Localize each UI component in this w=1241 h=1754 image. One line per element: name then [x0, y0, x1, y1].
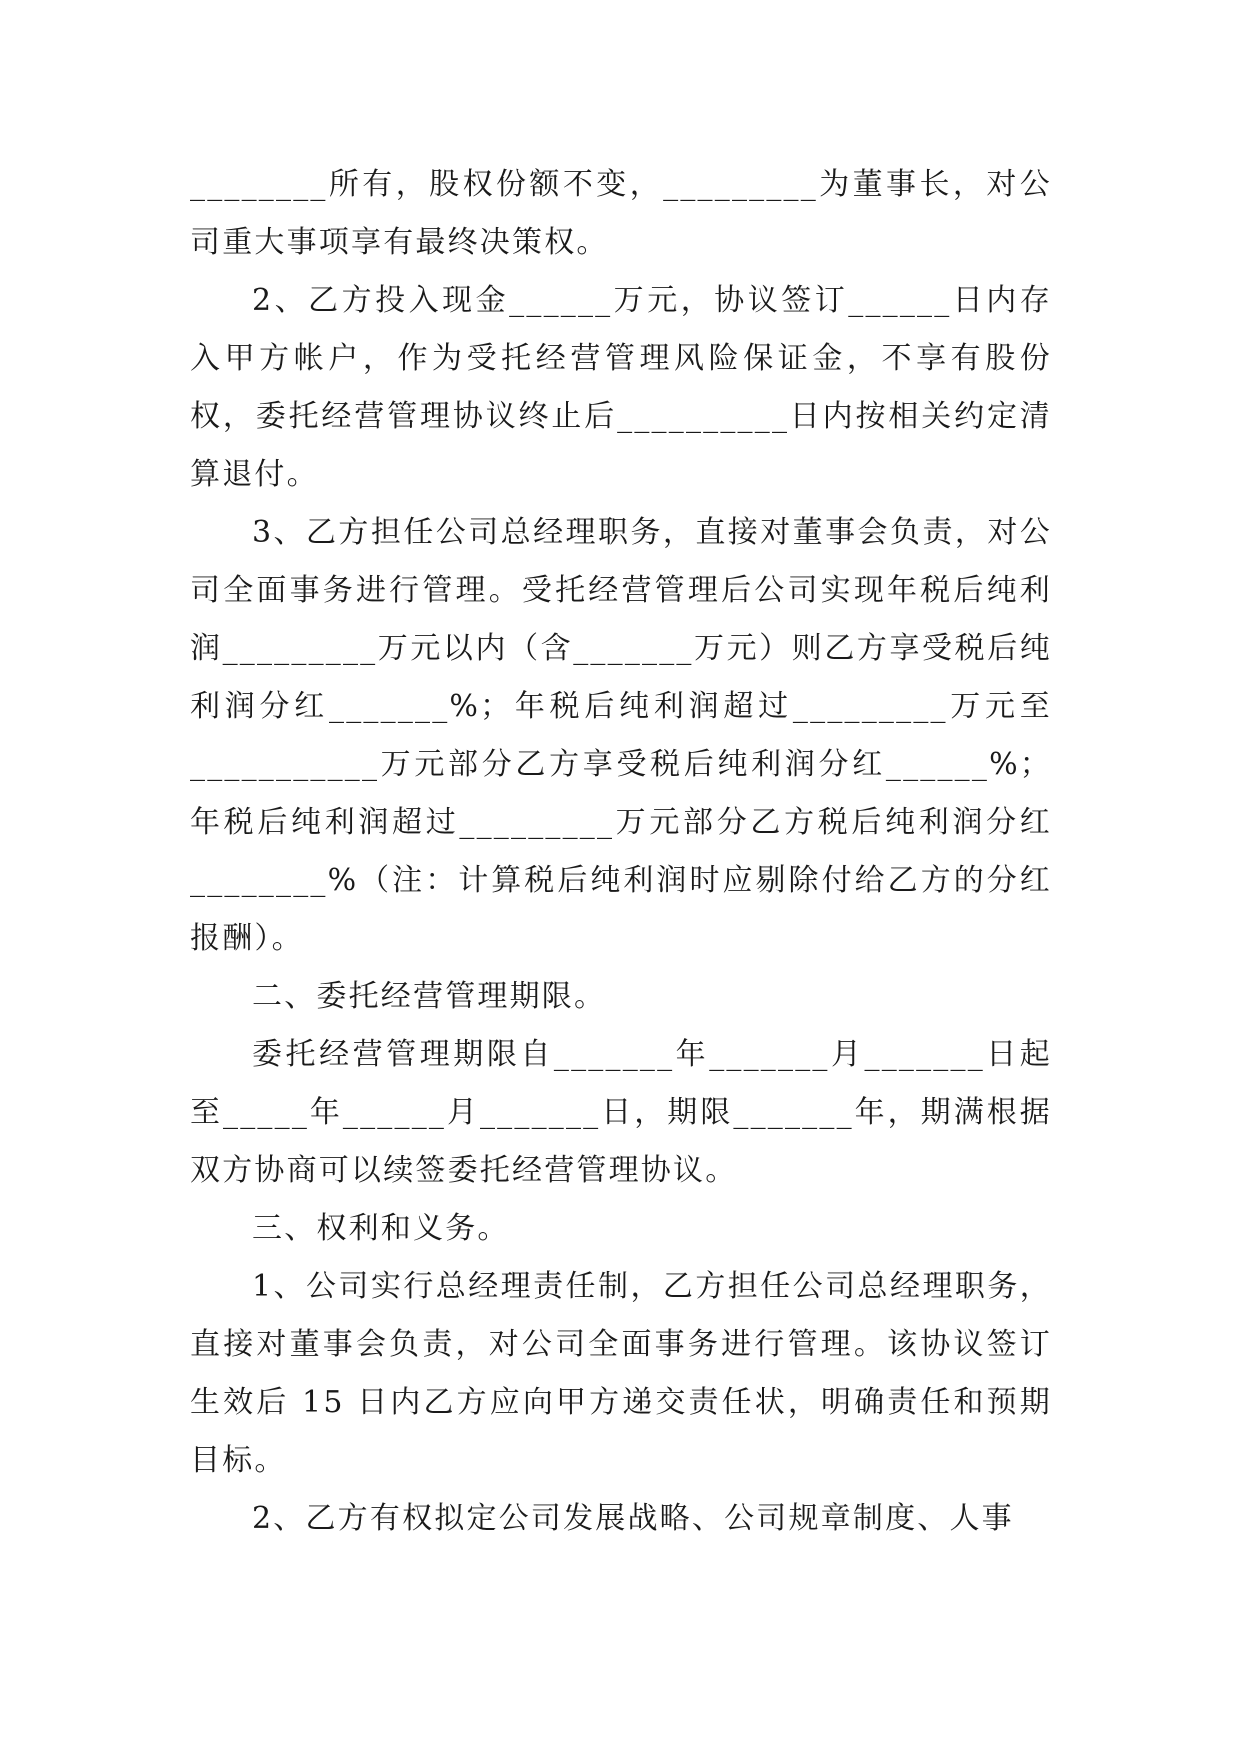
section-heading-term: 二、委托经营管理期限。	[252, 979, 607, 1014]
paragraph-clause-3-profit-share: 3、乙方担任公司总经理职务，直接对董事会负责，对公司全面事务进行管理。受托经营管理后公司实现年税后纯利润_________万元以内（含_______万元）则乙方享受税后纯利润分红_______%；年税后纯利润超过_________万元至___________万元部分乙方享受税后纯利润分红______%；年税后纯利润超过_________万元部分乙方税后纯利润分红________%（注：计算税后纯利润时应剔除付给乙方的分红报酬）。	[190, 515, 1052, 956]
paragraph-clause-2-deposit: 2、乙方投入现金______万元，协议签订______日内存入甲方帐户，作为受托经营管理风险保证金，不享有股份权，委托经营管理协议终止后__________日内按相关约定清算退付。	[190, 283, 1052, 492]
section-heading-rights-obligations: 三、权利和义务。	[252, 1211, 510, 1246]
paragraph-continuation: ________所有，股权份额不变，_________为董事长，对公司重大事项享有最终决策权。	[190, 167, 1052, 260]
paragraph-rights-clause-1: 1、公司实行总经理责任制，乙方担任公司总经理职务，直接对董事会负责，对公司全面事务进行管理。该协议签订生效后 15 日内乙方应向甲方递交责任状，明确责任和预期目标。	[190, 1269, 1052, 1478]
document-page	[190, 156, 1052, 1548]
paragraph-term-period: 委托经营管理期限自_______年_______月_______日起至_____年______月_______日，期限_______年，期满根据双方协商可以续签委托经营管理协议。	[190, 1037, 1052, 1188]
paragraph-rights-clause-2: 2、乙方有权拟定公司发展战略、公司规章制度、人事	[252, 1501, 1014, 1536]
